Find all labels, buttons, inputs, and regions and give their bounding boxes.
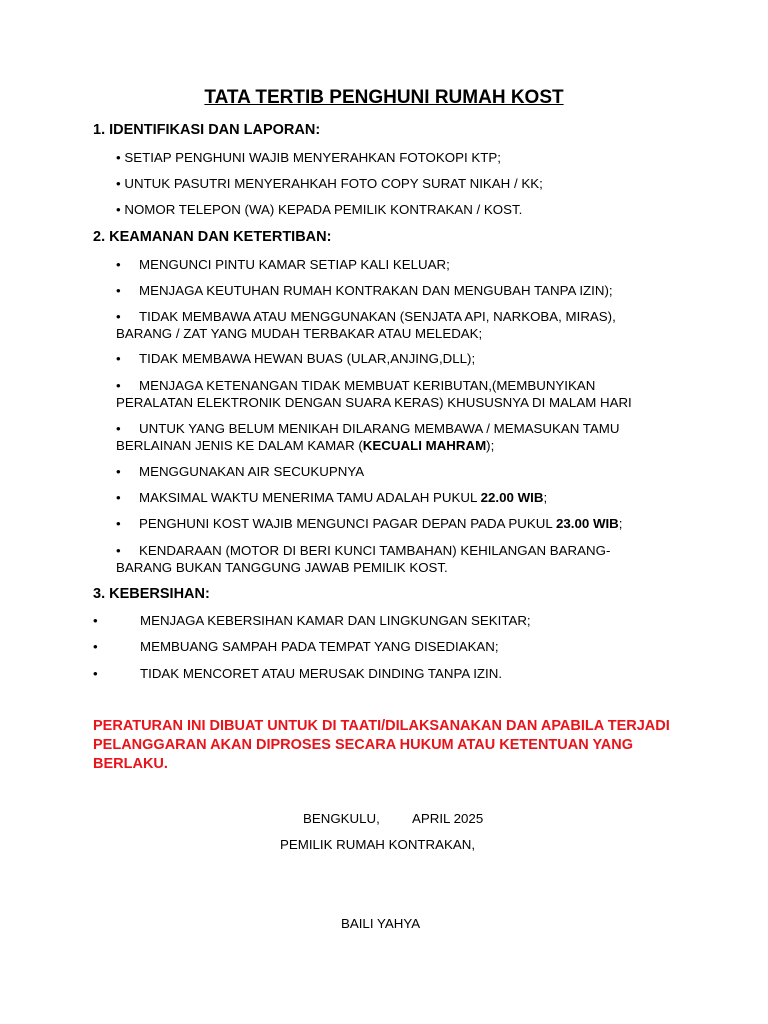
bullet: •: [116, 490, 121, 505]
bullet: •: [93, 613, 98, 628]
bullet: •: [116, 176, 121, 191]
section-2-item: • MENGUNCI PINTU KAMAR SETIAP KALI KELUAR;: [116, 257, 450, 272]
section-1-item: • NOMOR TELEPON (WA) KEPADA PEMILIK KONTRAKAN / KOST.: [116, 202, 523, 217]
bullet: •: [93, 666, 98, 681]
section-2-heading: 2. KEAMANAN DAN KETERTIBAN:: [93, 229, 332, 245]
bullet: •: [116, 257, 121, 272]
section-3-item: • MEMBUANG SAMPAH PADA TEMPAT YANG DISEDIAKAN;: [93, 639, 499, 654]
section-2-item: • MENJAGA KETENANGAN TIDAK MEMBUAT KERIBUTAN,(MEMBUNYIKAN PERALATAN ELEKTRONIK DENGAN SUARA KERAS) KHUSUSNYA DI MALAM HARI: [116, 378, 632, 410]
bullet: •: [116, 378, 121, 393]
section-2-item: • MAKSIMAL WAKTU MENERIMA TAMU ADALAH PUKUL 22.00 WIB;: [116, 490, 548, 505]
bullet: •: [93, 639, 98, 654]
bullet: •: [116, 283, 121, 298]
section-2-item: • PENGHUNI KOST WAJIB MENGUNCI PAGAR DEPAN PADA PUKUL 23.00 WIB;: [116, 516, 623, 531]
section-2-item: • KENDARAAN (MOTOR DI BERI KUNCI TAMBAHAN) KEHILANGAN BARANG- BARANG BUKAN TANGGUNG JAWAB PEMILIK KOST.: [116, 543, 611, 575]
section-1-item: • UNTUK PASUTRI MENYERAHKAH FOTO COPY SURAT NIKAH / KK;: [116, 176, 543, 191]
section-3-heading: 3. KEBERSIHAN:: [93, 586, 210, 602]
section-1-heading: 1. IDENTIFIKASI DAN LAPORAN:: [93, 122, 321, 138]
bullet: •: [116, 516, 121, 531]
bullet: •: [116, 309, 121, 324]
section-2-item: • MENJAGA KEUTUHAN RUMAH KONTRAKAN DAN MENGUBAH TANPA IZIN);: [116, 283, 613, 298]
signature-city: BENGKULU,: [303, 811, 380, 826]
bullet: •: [116, 351, 121, 366]
bullet: •: [116, 202, 121, 217]
section-3-item: • TIDAK MENCORET ATAU MERUSAK DINDING TANPA IZIN.: [93, 666, 503, 681]
section-2-item: • TIDAK MEMBAWA HEWAN BUAS (ULAR,ANJING,DLL);: [116, 351, 476, 366]
signature-name: BAILI YAHYA: [341, 916, 421, 931]
document-title: TATA TERTIB PENGHUNI RUMAH KOST: [204, 87, 564, 108]
bullet: •: [116, 150, 121, 165]
bullet: •: [116, 464, 121, 479]
signature-date: APRIL 2025: [412, 811, 484, 826]
section-3-item: • MENJAGA KEBERSIHAN KAMAR DAN LINGKUNGAN SEKITAR;: [93, 613, 531, 628]
section-1-item: • SETIAP PENGHUNI WAJIB MENYERAHKAN FOTOKOPI KTP;: [116, 150, 501, 165]
warning-notice: PERATURAN INI DIBUAT UNTUK DI TAATI/DILAKSANAKAN DAN APABILA TERJADI PELANGGARAN AKAN DIPROSES SECARA HUKUM ATAU KETENTUAN YANG BERLAKU.: [93, 718, 670, 772]
section-2-item: • MENGGUNAKAN AIR SECUKUPNYA: [116, 464, 365, 479]
bullet: •: [116, 543, 121, 558]
section-2-item: • UNTUK YANG BELUM MENIKAH DILARANG MEMBAWA / MEMASUKAN TAMU BERLAINAN JENIS KE DALAM KAMAR (KECUALI MAHRAM);: [116, 421, 620, 453]
bullet: •: [116, 421, 121, 436]
signature-role: PEMILIK RUMAH KONTRAKAN,: [280, 837, 476, 852]
section-2-item: • TIDAK MEMBAWA ATAU MENGGUNAKAN (SENJATA API, NARKOBA, MIRAS), BARANG / ZAT YANG MUDAH TERBAKAR ATAU MELEDAK;: [116, 309, 616, 341]
